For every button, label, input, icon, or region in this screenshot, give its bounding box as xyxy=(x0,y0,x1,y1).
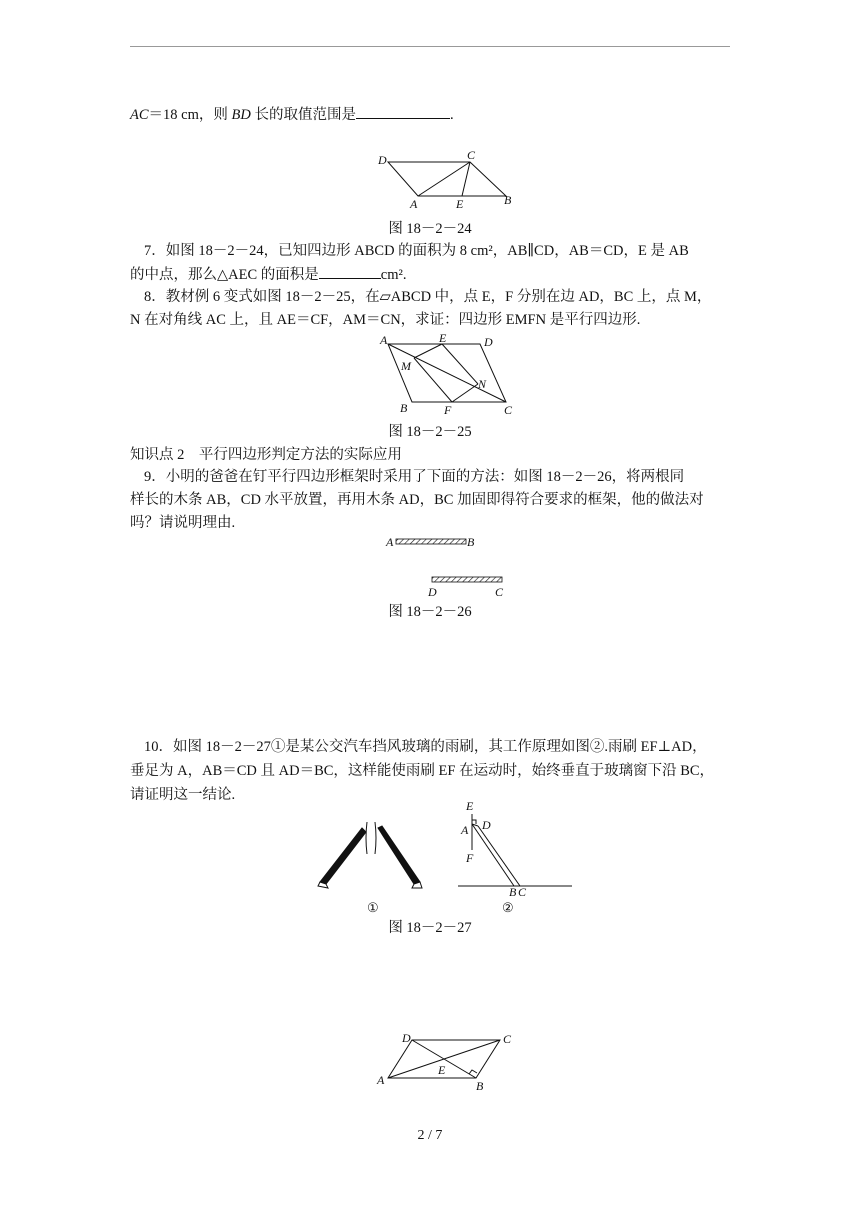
caption-18-2-26: 图 18－2－26 xyxy=(388,604,472,620)
text-end: . xyxy=(449,107,454,123)
label-a: A xyxy=(410,197,418,211)
label-d: D xyxy=(378,153,387,167)
question-6-tail xyxy=(130,104,730,126)
label-f: F xyxy=(444,403,452,417)
label-a: A xyxy=(380,333,388,347)
wood-bar-dc xyxy=(432,577,502,582)
question-10-line2: 垂足为 A，AB＝CD 且 AD＝BC，这样能使雨刷 EF 在运动时，始终垂直于玻璃窗下沿 BC， xyxy=(130,763,715,779)
label-c: C xyxy=(504,403,513,417)
segment-em xyxy=(414,344,442,358)
label-e: E xyxy=(438,1063,446,1077)
caption-18-2-27: 图 18－2－27 xyxy=(388,920,472,936)
label-b: B xyxy=(509,885,517,899)
label-b: B xyxy=(476,1079,484,1093)
pivot-right xyxy=(375,822,376,854)
segment-ac xyxy=(418,162,470,196)
label-c: C xyxy=(503,1032,512,1046)
label-a: A xyxy=(461,823,469,837)
parallelogram-abcd xyxy=(388,162,506,196)
question-9-line2: 样长的木条 AB，CD 水平放置，再用木条 AD，BC 加固即得符合要求的框架，他的做法对 xyxy=(130,492,704,508)
label-n: N xyxy=(478,377,487,391)
right-angle-mark xyxy=(472,820,476,824)
label-b: B xyxy=(467,535,475,549)
question-9-line3: 吗？请说明理由. xyxy=(130,515,236,531)
label-f: F xyxy=(466,851,474,865)
caption-18-2-24: 图 18－2－24 xyxy=(388,221,472,237)
label-m: M xyxy=(401,359,411,373)
diagonal-ac xyxy=(388,344,506,402)
label-d: D xyxy=(484,335,493,349)
figure-18-2-27-part2 xyxy=(452,800,576,914)
question-9-line1: 9．小明的爸爸在钉平行四边形框架时采用了下面的方法：如图 18－2－26，将两根同 xyxy=(144,469,685,485)
text-bd: BD xyxy=(231,107,251,123)
question-10-line1: 10．如图 18－2－27①是某公交汽车挡风玻璃的雨刷，其工作原理如图②.雨刷 EF⊥AD， xyxy=(144,739,707,755)
question-10-line3: 请证明这一结论. xyxy=(130,787,236,803)
question-8-line2: N 在对角线 AC 上，且 AE＝CF，AM＝CN，求证：四边形 EMFN 是平行四边形. xyxy=(130,312,641,328)
q7-answer-blank xyxy=(319,264,381,279)
segment-ab xyxy=(472,824,514,886)
label-c: C xyxy=(495,585,504,599)
segment-fn xyxy=(452,384,478,402)
page-number: 2 / 7 xyxy=(417,1128,443,1143)
label-a: A xyxy=(377,1073,385,1087)
figure-18-2-24 xyxy=(370,150,520,212)
segment-mf xyxy=(414,358,452,402)
figure-18-2-27-part1 xyxy=(312,818,430,914)
knowledge-point-2: 知识点 2 平行四边形判定方法的实际应用 xyxy=(130,447,402,463)
label-d: D xyxy=(402,1031,411,1045)
question-7-line1: 7．如图 18－2－24，已知四边形 ABCD 的面积为 8 cm²，AB∥CD，AB＝CD，E 是 AB xyxy=(144,243,689,259)
sub-label-1: ① xyxy=(367,900,379,914)
text-mid: ＝18 cm，则 xyxy=(148,107,232,123)
label-a: A xyxy=(386,535,394,549)
text-after: 长的取值范围是 xyxy=(250,107,356,123)
segment-dc xyxy=(478,826,520,886)
answer-blank xyxy=(356,104,450,119)
wood-bar-ab xyxy=(396,539,466,544)
label-e: E xyxy=(456,197,464,211)
figure-18-2-25 xyxy=(372,332,522,418)
caption-18-2-25: 图 18－2－25 xyxy=(388,424,472,440)
segment-ne xyxy=(442,344,478,384)
label-b: B xyxy=(504,193,512,207)
sub-label-2: ② xyxy=(502,900,514,914)
label-e: E xyxy=(466,800,474,813)
segment-ec xyxy=(462,162,470,196)
wiper-right xyxy=(378,826,420,884)
question-7-line2 xyxy=(130,264,730,286)
header-rule xyxy=(130,46,730,47)
pivot-left xyxy=(366,822,367,854)
label-c: C xyxy=(518,885,527,899)
label-c: C xyxy=(467,150,476,162)
text-ac: AC xyxy=(130,107,149,123)
right-angle-mark xyxy=(469,1070,477,1074)
label-d: D xyxy=(482,818,491,832)
label-e: E xyxy=(439,332,447,345)
q7-text-post: cm². xyxy=(380,267,407,283)
figure-parallelogram-diagonals xyxy=(372,1030,522,1096)
figure-18-2-26 xyxy=(380,534,520,600)
label-d: D xyxy=(428,585,437,599)
wiper-left xyxy=(320,828,366,884)
question-8-line1: 8．教材例 6 变式如图 18－2－25，在▱ABCD 中，点 E，F 分别在边 AD，BC 上，点 M， xyxy=(144,289,712,305)
label-b: B xyxy=(400,401,408,415)
q7-text-pre: 的中点，那么△AEC 的面积是 xyxy=(130,267,319,283)
